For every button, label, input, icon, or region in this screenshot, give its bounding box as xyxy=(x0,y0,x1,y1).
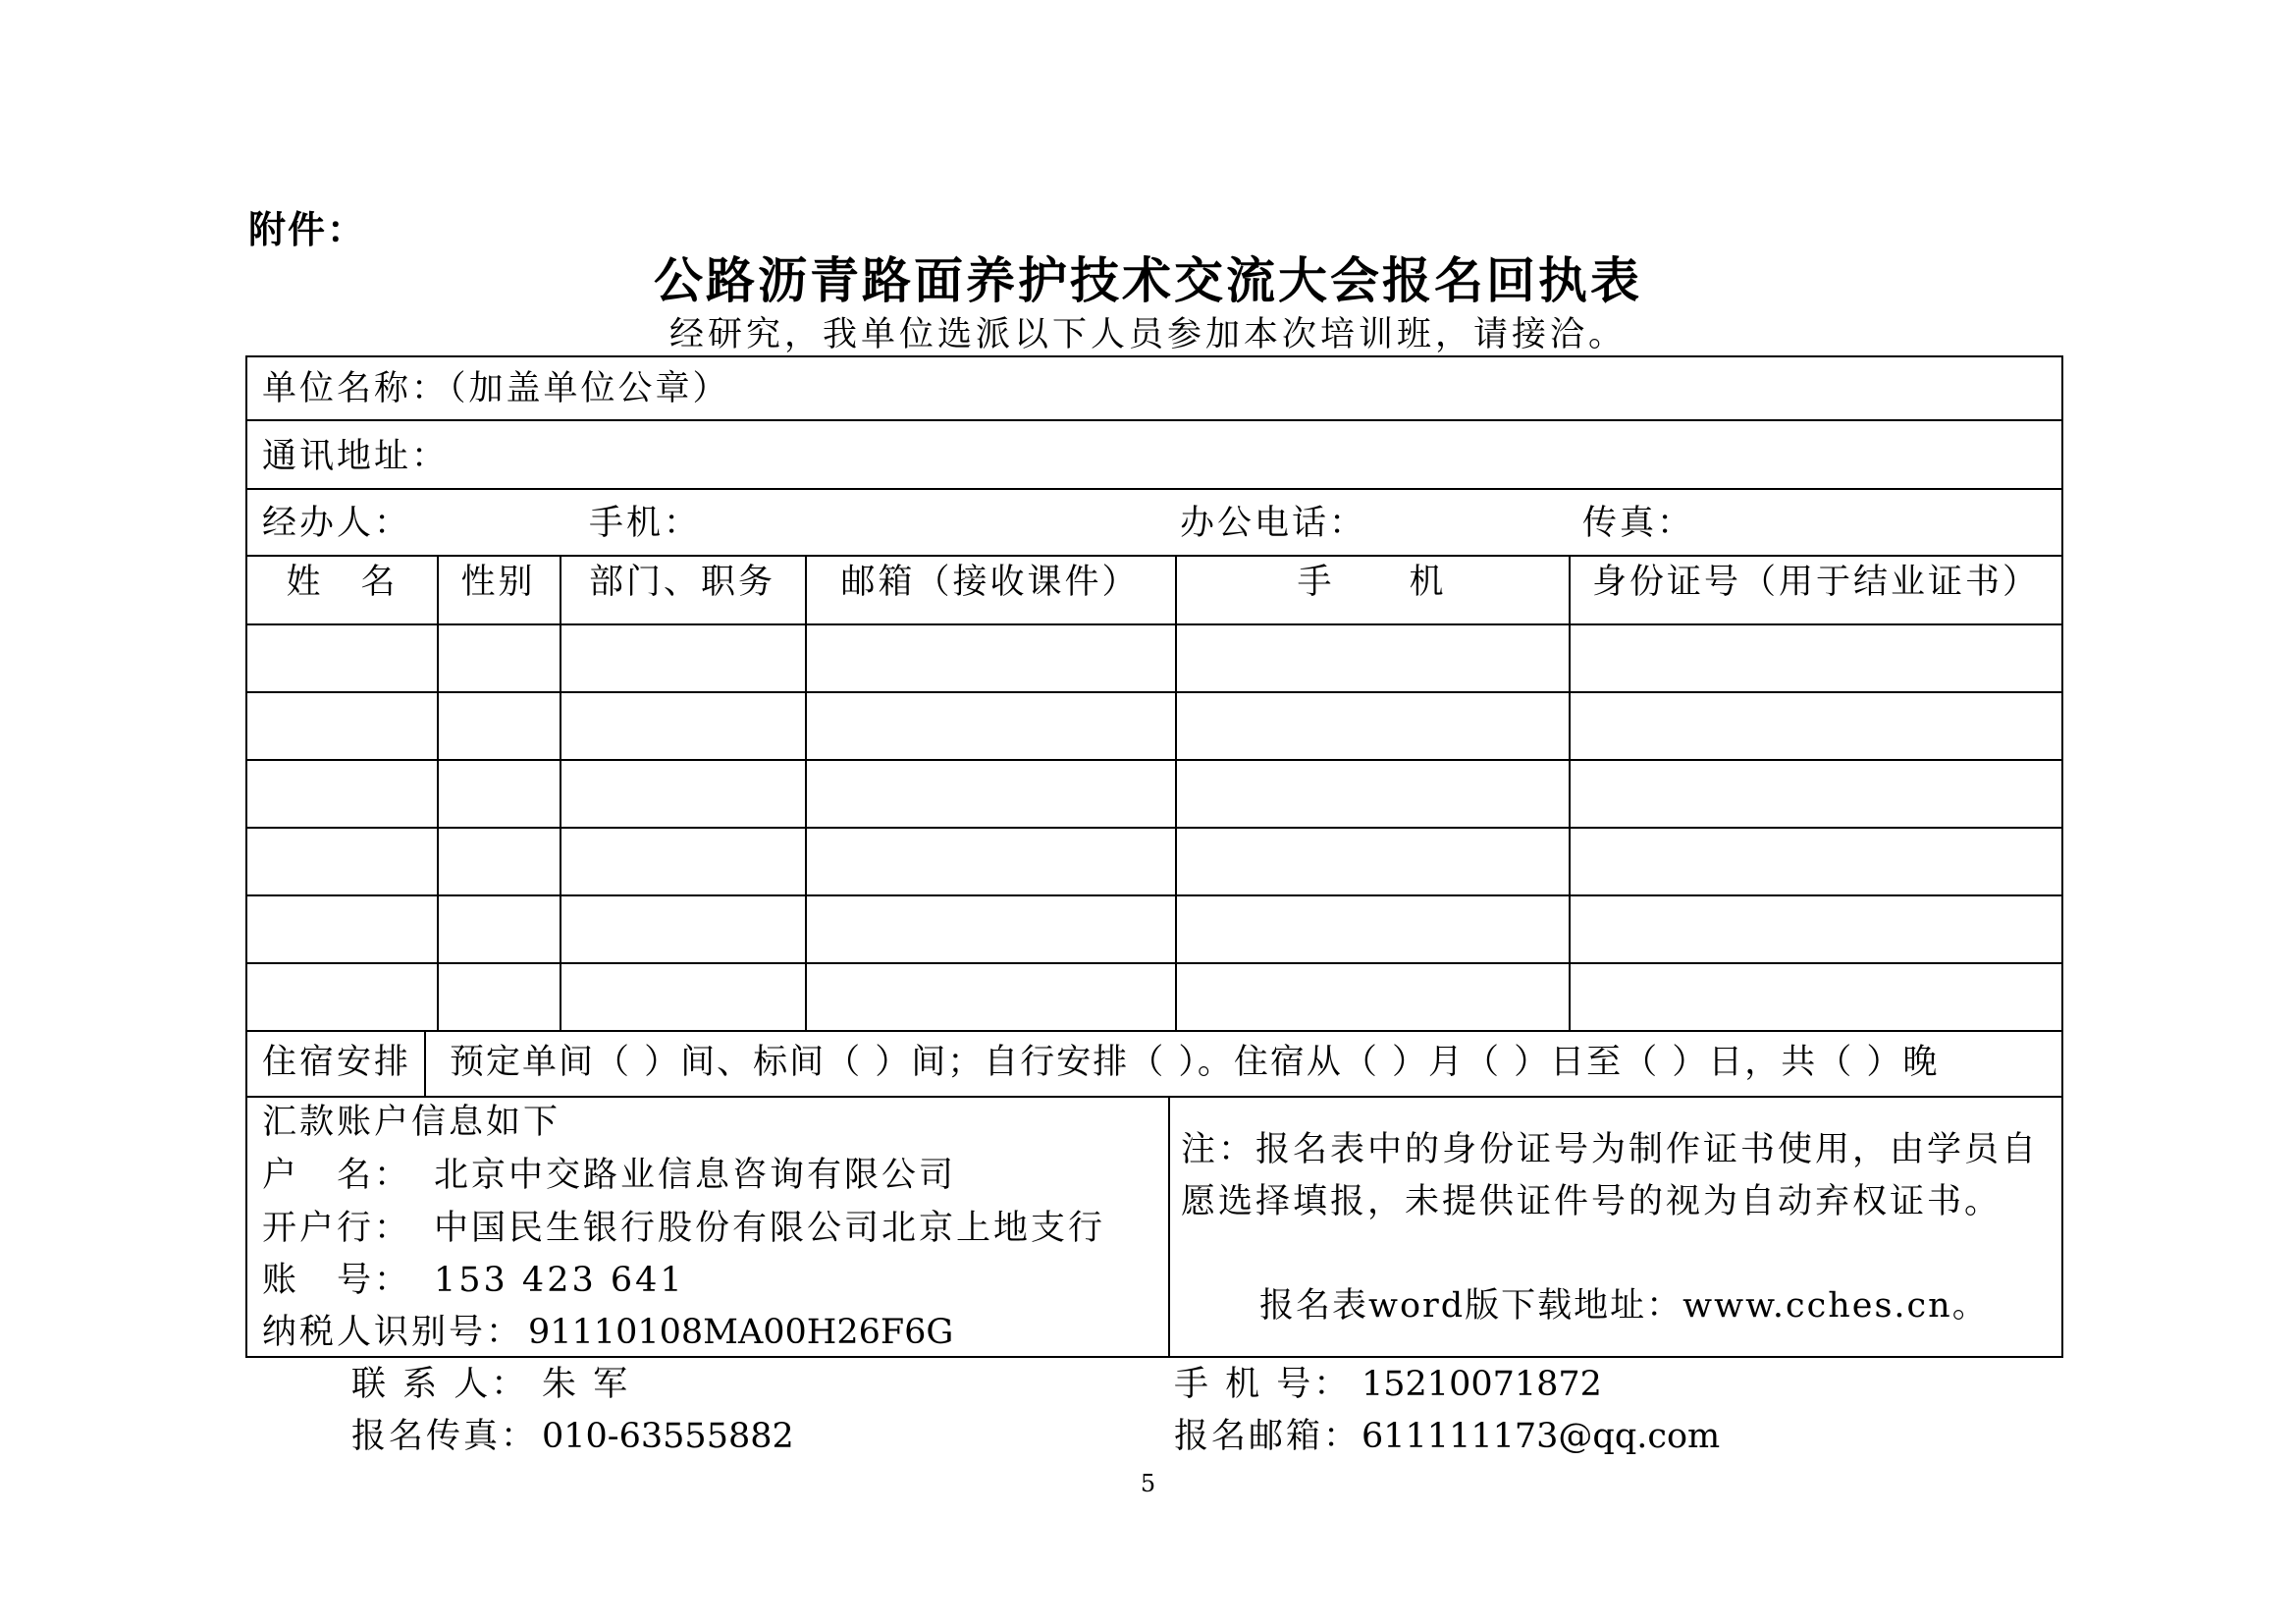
address-label: 通讯地址： xyxy=(262,437,450,476)
account-number-label: 账 号： xyxy=(262,1261,412,1300)
intro-text: 经研究，我单位选派以下人员参加本次培训班，请接洽。 xyxy=(668,315,1627,354)
row-divider xyxy=(247,962,2061,964)
fax-label: 传真： xyxy=(1582,504,1695,543)
column-divider xyxy=(560,555,561,1030)
row-divider xyxy=(247,419,2061,421)
account-number-value: 153 423 641 xyxy=(434,1261,685,1300)
lodging-label: 住宿安排 xyxy=(262,1043,412,1082)
download-link-text: 报名表word版下载地址：www.cches.cn。 xyxy=(1259,1286,1989,1326)
office-phone-label: 办公电话： xyxy=(1180,504,1367,543)
account-heading: 汇款账户信息如下 xyxy=(262,1103,561,1142)
contact-mobile-value: 15210071872 xyxy=(1362,1365,1602,1404)
column-divider xyxy=(437,555,439,1030)
registration-email-value: 611111173@qq.com xyxy=(1362,1417,1721,1456)
contact-value: 朱 军 xyxy=(542,1365,631,1404)
column-header-mobile: 手 机 xyxy=(1297,563,1447,602)
registration-fax-label: 报名传真： xyxy=(351,1417,539,1456)
row-divider xyxy=(247,488,2061,490)
page-number: 5 xyxy=(1140,1470,1156,1497)
tax-id-label: 纳税人识别号： xyxy=(262,1313,524,1352)
row-divider xyxy=(247,894,2061,896)
unit-name-label: 单位名称：（加盖单位公章） xyxy=(262,369,730,408)
contact-mobile-label: 手 机 号： xyxy=(1174,1365,1352,1404)
row-divider xyxy=(247,827,2061,829)
account-name-label: 户 名： xyxy=(262,1156,412,1195)
column-divider xyxy=(1168,1096,1170,1356)
row-divider xyxy=(247,623,2061,625)
registration-email-label: 报名邮箱： xyxy=(1174,1417,1362,1456)
column-header-gender: 性别 xyxy=(460,563,536,602)
tax-id-value: 91110108MA00H26F6G xyxy=(528,1313,954,1352)
column-header-email: 邮箱（接收课件） xyxy=(840,563,1140,602)
form-title: 公路沥青路面养护技术交流大会报名回执表 xyxy=(654,251,1642,309)
account-bank-label: 开户行： xyxy=(262,1209,412,1248)
row-divider xyxy=(247,691,2061,693)
account-bank-value: 中国民生银行股份有限公司北京上地支行 xyxy=(434,1209,1106,1248)
column-header-department: 部门、职务 xyxy=(588,563,775,602)
column-divider xyxy=(1175,555,1177,1030)
row-divider xyxy=(247,759,2061,761)
registration-fax-value: 010-63555882 xyxy=(542,1417,794,1456)
handler-label: 经办人： xyxy=(262,504,412,543)
note-line-2: 愿选择填报，未提供证件号的视为自动弃权证书。 xyxy=(1181,1182,2002,1221)
column-header-id-number: 身份证号（用于结业证书） xyxy=(1591,563,2040,602)
column-header-name: 姓 名 xyxy=(286,563,399,602)
row-divider xyxy=(247,1030,2061,1032)
annex-label: 附件： xyxy=(248,207,367,251)
column-divider xyxy=(424,1030,426,1096)
column-divider xyxy=(1569,555,1571,1030)
contact-label: 联 系 人： xyxy=(351,1365,529,1404)
mobile-label: 手机： xyxy=(589,504,702,543)
column-divider xyxy=(805,555,807,1030)
row-divider xyxy=(247,555,2061,557)
row-divider xyxy=(247,1096,2061,1098)
note-line-1: 注：报名表中的身份证号为制作证书使用，由学员自 xyxy=(1181,1130,2040,1169)
account-name-value: 北京中交路业信息咨询有限公司 xyxy=(434,1156,957,1195)
lodging-text: 预定单间（ ）间、标间（ ）间；自行安排（ ）。住宿从（ ）月（ ）日至（ ）日，共（ ）晚 xyxy=(450,1043,1940,1082)
